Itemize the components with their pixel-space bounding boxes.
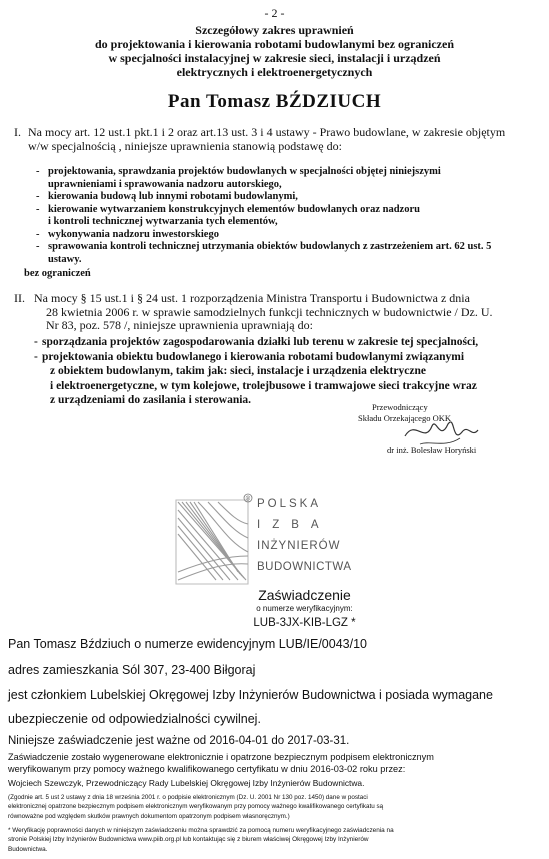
certificate-signer: Wojciech Szewczyk, Przewodniczący Rady Lubelskiej Okręgowej Izby Inżynierów Budownictwa.	[8, 778, 365, 788]
verification-code: LUB-3JX-KIB-LGZ *	[253, 617, 356, 629]
logo-word-budownictwa: BUDOWNICTWA	[257, 561, 352, 573]
certificate-legal-note	[8, 793, 383, 821]
list-item: - kierowania budową lub innymi robotami budowlanymi,	[36, 191, 298, 202]
section-two-list	[34, 335, 539, 408]
list-item: - kierowanie wytwarzaniem konstrukcyjnych elementów budowlanych oraz nadzoru i kontroli technicznej wytwarzania tych elementów,	[36, 203, 420, 227]
logo-word-inzynierow: INŻYNIERÓW	[257, 540, 341, 552]
signature-committee: Składu Orzekającego OKK	[358, 413, 451, 423]
section-two-intro	[34, 292, 534, 333]
header-line-4: elektrycznych i elektroenergetycznych	[176, 65, 373, 79]
section-one-closing: bez ograniczeń	[24, 268, 91, 279]
logo-word-polska: POLSKA	[257, 498, 322, 510]
list-item: - sporządzania projektów zagospodarowania działki lub terenu w zakresie tej specjalności,	[34, 336, 479, 348]
certificate-validity: Niniejsze zaświadczenie jest ważne od 2016-04-01 do 2017-03-31.	[8, 735, 350, 747]
signature-name: dr inż. Bolesław Horyński	[387, 445, 477, 455]
certificate-heading	[0, 587, 549, 630]
section-one-intro-line-2: w/w specjalnością , niniejsze uprawnienia stanowią podstawę do:	[28, 139, 342, 153]
page-number: - 2 -	[264, 6, 285, 20]
footnote-line-3: Budownictwa.	[8, 845, 48, 853]
section-two-intro-line-3: Nr 83, poz. 578 /, niniejsze uprawnienia uprawniają do:	[46, 318, 313, 332]
section-two-intro-line-2: 28 kwietnia 2006 r. w sprawie samodzielnych funkcji technicznych w budownictwie / Dz. U.	[46, 304, 493, 319]
certificate-holder-line: Pan Tomasz Bździuch o numerze ewidencyjnym LUB/IE/0043/10	[8, 637, 367, 651]
section-two-intro-line-1: Na mocy § 15 ust.1 i § 24 ust. 1 rozporządzenia Ministra Transportu i Budownictwa z dnia	[34, 291, 470, 305]
handwritten-signature	[400, 414, 480, 454]
generated-line-1: Zaświadczenie zostało wygenerowane elektronicznie i opatrzone bezpiecznym podpisem elektronicznym	[8, 752, 434, 762]
section-one-number: I.	[14, 125, 21, 139]
legal-line-3: równoważne pod względem skutków prawnych dokumentom opatrzonym podpisem własnoręcznym.)	[8, 812, 290, 820]
certificate-footnote	[8, 826, 394, 854]
logo-text	[257, 494, 352, 578]
footnote-line-2: stronie Polskiej Izby Inżynierów Budownictwa www.piib.org.pl lub kontaktując się z biurem właściwej Okręgowej Izby Inżynierów	[8, 836, 369, 844]
section-one-list	[24, 166, 536, 281]
list-item: - wykonywania nadzoru inwestorskiego	[36, 228, 219, 240]
logo-word-izba: IZBA	[257, 519, 331, 531]
certificate-insurance-line: ubezpieczenie od odpowiedzialności cywilnej.	[8, 712, 261, 726]
header-line-3: w specjalności instalacyjnej w zakresie sieci, instalacji i urządzeń	[108, 51, 441, 65]
certificate-title: Zaświadczenie	[258, 587, 351, 603]
list-item: - projektowania obiektu budowlanego i kierowania robotami budowlanymi związanymi z obiektem budowlanym, takim jak: sieci, instalacje i urządzenia elektryczne i elektroenergetyczne, w tym kolejowe, trolejbusowe i tramwajowe sieci trakcyjne wraz z urządzeniami do zasilania i sterowania.	[34, 350, 477, 406]
certificate-membership-line: jest członkiem Lubelskiej Okręgowej Izby Inżynierów Budownictwa i posiada wymagane	[8, 688, 493, 702]
section-two-number: II.	[14, 291, 25, 305]
footnote-line-1: * Weryfikację poprawności danych w niniejszym zaświadczeniu można sprawdzić za pomocą numeru weryfikacyjnego zaświadczenia na	[8, 827, 394, 834]
header-line-2: do projektowania i kierowania robotami budowlanymi bez ograniczeń	[94, 37, 455, 51]
section-one-intro	[28, 125, 533, 153]
generated-line-2: weryfikowanym przy pomocy ważnego kwalifikowanego certyfikatu w dniu 2016-03-02 roku przez:	[8, 764, 406, 774]
certificate-address-line: adres zamieszkania Sól 307, 23-400 Biłgoraj	[8, 663, 256, 677]
certificate-generated-note	[8, 751, 434, 775]
header-line-1: Szczegółowy zakres uprawnień	[195, 23, 354, 37]
signature-block	[330, 402, 530, 456]
registered-mark: ®	[245, 496, 251, 503]
holder-name: Pan Tomasz BŹDZIUCH	[167, 91, 382, 112]
legal-line-2: elektronicznej opatrzone bezpiecznym podpisem elektronicznym weryfikowanym przy pomocy ważnego kwalifikowanego certyfikatu są	[8, 803, 384, 811]
legal-line-1: (Zgodnie art. 5 ust 2 ustawy z dnia 18 września 2001 r. o podpisie elektronicznym (Dz. U. 2001 Nr 130 poz. 1450) dane w postaci	[8, 794, 368, 801]
list-item: - sprawowania kontroli technicznej utrzymania obiektów budowlanych z zastrzeżeniem art. 62 ust. 5 ustawy.	[36, 241, 492, 265]
list-item: - projektowania, sprawdzania projektów budowlanych w specjalności objętej niniejszymi uprawnieniami i sprawowania nadzoru autorskiego,	[36, 166, 441, 190]
document-header	[0, 23, 549, 79]
section-one-intro-line-1: Na mocy art. 12 ust.1 pkt.1 i 2 oraz art.13 ust. 3 i 4 ustawy - Prawo budowlane, w zakresie objętym	[28, 125, 506, 139]
certificate-subtitle: o numerze weryfikacyjnym:	[256, 604, 353, 613]
signature-title: Przewodniczący	[372, 402, 428, 412]
